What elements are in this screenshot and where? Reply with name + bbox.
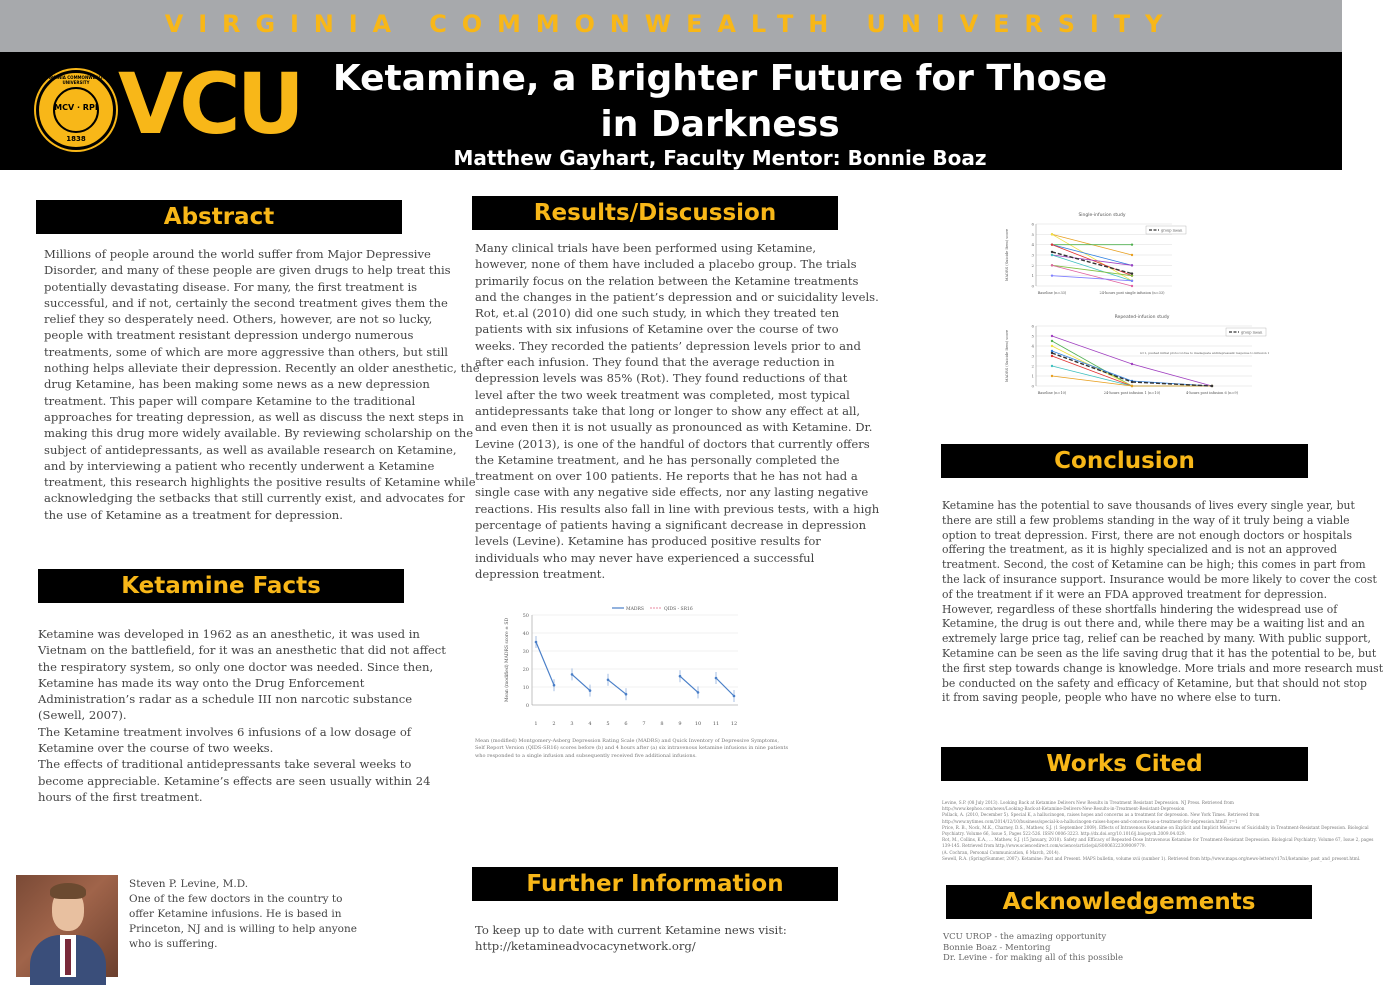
text-line: weeks. They recorded the patients’ depression levels prior to and [475,338,861,353]
series-line [1052,265,1132,275]
text-line: extremely large price tag, relief can be reached by many. With public support, [942,632,1371,646]
series-line [1052,356,1132,386]
text-line: nothing helps alleviate their depression. Recently an older anesthetic, the [44,361,480,376]
results-heading: Results/Discussion [472,196,838,230]
data-point [1051,352,1053,354]
text-line: and by interviewing a patient who recently underwent a Ketamine [44,458,435,473]
data-point [553,684,556,687]
text-line: Levine, S.P. (08 July 2013). Looking Back at Ketamine Delivers New Results in Treatment Resistant Depression. NJ Press. Retrieved from [942,800,1234,805]
facts-heading: Ketamine Facts [38,569,404,603]
text-line: who responded to a single infusion and subsequently received five additional infusions. [475,752,697,759]
data-point [733,695,736,698]
x-tick-label: 2 [552,721,556,727]
seal-text: VIRGINIA COMMONWEALTH UNIVERSITY [45,75,107,85]
x-tick-label: 6 [624,721,628,727]
text-line: and even then it is not usually as pronounced as with Ketamine. Dr. [475,420,873,435]
data-point [1051,345,1053,347]
vcu-logo: VCU [118,55,301,153]
text-line: the lack of insurance support. Insurance would be more likely to cover the cost [942,572,1377,586]
data-point [1051,243,1053,245]
data-point [1211,385,1213,387]
text-line: be conducted on the safety and efficacy of Ketamine, but that should not stop [942,676,1367,690]
text-line: patients with six infusions of Ketamine over the course of two [475,322,839,337]
legend-label: MADRS [626,607,644,612]
x-tick-label: 4-hours post infusion 6 (n=9) [1185,391,1239,395]
single-infusion-chart [1002,208,1202,298]
y-tick-label: 30 [522,648,529,655]
data-point [679,675,682,678]
text-line: Disorder, and many of these people are given drugs to help treat this [44,263,451,278]
data-point [1131,285,1133,287]
y-tick-label: 2 [1031,262,1034,268]
data-point [1051,233,1053,235]
y-tick-label: 4 [1031,343,1034,349]
series-line [1052,255,1132,265]
text-line: approaches for treating depression, as well as discuss the next steps in [44,409,464,424]
x-tick-label: 3 [570,721,574,727]
data-point [1051,264,1053,266]
text-line: single case with any negative side effects, nor any lasting negative [475,485,869,500]
data-point [1131,363,1133,365]
text-line: the use of Ketamine as a treatment for depression. [44,507,343,522]
text-line: VCU UROP - the amazing opportunity [943,932,1107,942]
data-point [589,689,592,692]
data-point [715,677,718,680]
text-line: level after the two week treatment was completed, most typical [475,387,850,402]
x-tick-label: 10 [694,721,702,727]
series-line [1052,276,1132,281]
text-line: after each infusion. They found that the average reduction in [475,355,835,370]
data-point [571,673,574,676]
y-tick-label: 2 [1031,363,1034,369]
text-line: levels (Levine). Ketamine has produced positive results for [475,534,821,549]
acknowledgements-text [943,932,1243,964]
works-heading: Works Cited [941,747,1308,781]
legend-label: group mean [1241,330,1263,335]
title-line-2: in Darkness [600,104,840,145]
text-line: option to treat depression. First, there are not enough doctors or hospitals [942,528,1352,542]
text-line: primarily focus on the relation between the Ketamine treatments [475,273,859,288]
x-tick-label: 7 [642,721,646,727]
y-tick-label: 10 [522,684,529,691]
text-line: 139-145. Retrieved from http://www.sciencedirect.com/science/article/pii/S0006322309009779. [942,843,1146,849]
y-tick-label: 6 [1031,323,1034,329]
y-tick-label: 5 [1031,231,1034,237]
y-tick-label: 1 [1031,373,1034,379]
university-banner [0,0,1342,52]
text-line: and the changes in the patient’s depression and or suicidality levels. [475,289,879,304]
text-line: offering the treatment, as it is highly specialized and is not an approved [942,543,1337,557]
poster-title [300,56,1140,148]
text-line: Pollack, A. (2010, December 5). Special K, a hallucinogen, raises hopes and concerns as a treatment for depression. New York Times. Retrieved from [942,812,1260,818]
text-line: Rot, M., Collins, K.A., ... Mathew, S.J. (15 January, 2010). Safety and Efficacy of Repeated-Dose Intravenous Ketamine for Treatment-Resistant Depression. Biological Psychiatry. Volume 67, Issue 2, pages [942,837,1374,843]
text-line: successful, and if not, certainly the second treatment gives them the [44,295,448,310]
text-line: subject of antidepressants, as well as available research on Ketamine, [44,442,457,457]
abstract-text [44,246,480,523]
text-line: individuals who may never have experienced a successful [475,550,815,565]
repeated-infusion-chart [1002,310,1270,402]
x-tick-label: 4 [588,721,592,727]
text-line: One of the few doctors in the country to [129,893,343,905]
y-tick-label: 5 [1031,333,1034,339]
text-line: acknowledging the setbacks that still currently exist, and advocates for [44,491,465,506]
text-line: treatment. Second, the cost of Ketamine can be high; this comes in part from [942,558,1366,572]
x-tick-label: 12 [730,721,738,727]
text-line: Ketamine, the drug is out there and, while there may be a waiting list and an [942,617,1365,631]
text-line: relief they so desperately need. Others, however, are not so lucky, [44,312,433,327]
chart-title: Single-infusion study [1078,213,1126,218]
y-tick-label: 4 [1031,242,1034,248]
text-line: treatments, some of which are more aggressive than others, but still [44,344,449,359]
text-line: however, none of them have included a placebo group. The trials [475,257,857,272]
data-point [1051,274,1053,276]
chart-caption [475,738,795,760]
data-point [1131,381,1133,383]
acknowledgements-heading: Acknowledgements [946,885,1312,919]
text-line: the first step towards change is knowledge. More trials and more research must [942,661,1383,675]
text-line: Vietnam on the battlefield, for it was an anesthetic that did not affect [38,643,446,658]
text-line: Mean (modified) Montgomery-Asberg Depression Rating Scale (MADRS) and Quick Inventory of Depressive Symptoms, [475,738,779,744]
y-tick-label: 0 [525,702,529,709]
text-line: Ketamine was developed in 1962 as an anesthetic, it was used in [38,627,420,641]
y-axis-label: MADRS (Suicide Item) score [1005,228,1009,282]
doctor-photo [16,875,118,977]
abstract-heading: Abstract [36,200,402,234]
text-line: making this drug more widely available. By reviewing scholarship on the [44,426,474,441]
text-line: Price, R. B., Nock, M.K., Charney, D.S., Mathew, S.J. (1 September 2009). Effects of Intravenous Ketamine on Explicit and Implicit Measures of Suicidality in Treatment-Resistant Depression. Biological [942,824,1369,830]
text-line: depression treatment. [475,566,606,581]
x-tick-label: 1 [534,721,538,727]
text-line: Ketamine has the potential to save thousands of lives every single year, but [942,499,1355,512]
y-tick-label: 1 [1031,273,1034,279]
further-text [475,922,845,955]
x-tick-label: Baseline (n=33) [1037,291,1067,295]
university-seal-icon [36,70,116,150]
text-line: (A. Cochran, Personal Communication, 6 March, 2014). [942,849,1060,855]
text-line: treatment. This paper will compare Ketamine to the traditional [44,393,416,408]
text-line: people with treatment resistant depression undergo numerous [44,328,414,343]
x-tick-label: 11 [712,721,720,727]
text-line: Princeton, NJ and is willing to help anyone [129,923,357,935]
data-point [1051,254,1053,256]
text-line: antidepressants take that long or longer to show any effect at all, [475,403,861,418]
data-point [1131,280,1133,282]
university-name: VIRGINIA COMMONWEALTH UNIVERSITY [164,10,1178,38]
y-tick-label: 6 [1031,221,1034,227]
text-line: potentially devastating disease. For many, the first treatment is [44,279,418,294]
data-point [1131,254,1133,256]
text-line: percentage of patients having a significant decrease in depression [475,518,867,533]
series-line [572,674,590,690]
x-tick-label: 8 [660,721,664,727]
data-point [1051,355,1053,357]
data-point [1051,251,1053,253]
seal-mid-text: MCV · RPI [54,103,98,112]
text-line: the respiratory system, so only one doctor was needed. Since then, [38,659,434,674]
legend-label: QIDS - SR16 [664,607,693,612]
text-line: Administration’s radar as a schedule III non narcotic substance [38,692,413,707]
text-line: depression levels was 85% (Rot). They found reductions of that [475,371,848,386]
data-point [697,691,700,694]
text-line: treatment on over 100 patients. He reports that he has not had a [475,469,858,484]
data-point [1131,264,1133,266]
y-tick-label: 40 [522,630,529,637]
text-line: (Sewell, 2007). [38,708,127,723]
text-line: hours of the first treatment. [38,789,203,804]
x-tick-label: 9 [678,721,682,727]
text-line: Ketamine over the course of two weeks. [38,741,274,756]
text-line: it from saving people, people who have no where else to turn. [942,691,1281,705]
text-line: The Ketamine treatment involves 6 infusions of a low dosage of [38,724,412,739]
text-line: Sewell, R.A. (Spring/Summer, 2007). Ketamine: Past and Present. MAPS bulletin, volume xvii (number 1). Retrieved from http://www.maps.org/news-letters/v17n1/ketamine_past_and_present.html. [942,855,1361,861]
text-line: Levine (2013), is one of the handful of doctors that currently offers [475,436,870,451]
text-line: To keep up to date with current Ketamine news visit: [475,923,787,937]
madrs-trajectory-chart [500,605,750,735]
facts-text [38,626,446,805]
data-point [1051,375,1053,377]
data-point [1051,365,1053,367]
text-line: reactions. His results also fall in line with previous tests, with a high [475,501,880,516]
text-line: http://www.kephoo.com/news/Looking-Back-at-Ketamine-Delivers-New-Results-in-Treatment-Resistant-Depression [942,806,1185,812]
y-tick-label: 20 [522,666,529,673]
series-line [680,676,698,692]
text-line: there are still a few problems standing in the way of it truly being a viable [942,513,1350,527]
chart-annotation: n=1, pushed initial protocol due to inadequate antidepressant response to infusion 1 [1140,351,1270,355]
text-line: Steven P. Levine, M.D. [129,878,249,890]
y-tick-label: 50 [522,612,529,619]
text-line: Rot, et.al (2010) did one such study, in which they treated ten [475,306,840,321]
series-line [1052,341,1132,386]
text-line: Bonnie Boaz - Mentoring [943,942,1051,953]
data-point [625,693,628,696]
results-text [475,240,880,582]
data-point [1131,243,1133,245]
data-point [1051,335,1053,337]
y-tick-label: 3 [1031,353,1034,359]
x-tick-label: 24-hours post infusion 1 (n=10) [1103,391,1161,395]
conclusion-heading: Conclusion [941,444,1308,478]
y-tick-label: 3 [1031,252,1034,258]
data-point [1131,274,1133,276]
series-line [1052,336,1132,364]
data-point [1051,340,1053,342]
series-line [536,642,554,685]
text-line: Ketamine can be seen as the life saving drug that it has the potential to be, but [942,646,1377,660]
text-line: treatment, this research highlights the positive results of Ketamine while [44,475,476,490]
data-point [607,679,610,682]
text-line: offer Ketamine infusions. He is based in [129,908,342,920]
text-line: who is suffering. [129,938,218,950]
chart-title: Repeated-infusion study [1114,315,1170,320]
text-line: Millions of people around the world suffer from Major Depressive [44,247,431,261]
text-line: Self Report Version (QIDS-SR16) scores before (b) and 4 hours after (a) six intravenous ketamine infusions in nine patients [475,745,789,752]
profile-caption [129,877,359,952]
text-line: become appreciable. Ketamine’s effects are seen usually within 24 [38,773,431,788]
series-line [1052,255,1132,281]
text-line: http://ketamineadvocacynetwork.org/ [475,939,696,954]
y-tick-label: 0 [1031,383,1034,389]
x-tick-label: 24-hours post single infusion (n=33) [1099,291,1165,295]
x-tick-label: Baseline (n=10) [1037,391,1067,395]
data-point [535,641,538,644]
text-line: Ketamine has made its way onto the Drug Enforcement [38,675,365,690]
x-tick-label: 5 [606,721,610,727]
text-line: drug Ketamine, has been making some news as a new depression [44,377,430,392]
text-line: The effects of traditional antidepressants take several weeks to [38,757,412,772]
text-line: Psychiatry. Volume 66, Issue 5, Pages 522-526. ISSN 0006-3223. http://dx.doi.org/10.1016/j.biopsych.2009.04.029. [942,831,1186,837]
legend-label: group mean [1161,228,1183,233]
further-heading: Further Information [472,867,838,901]
text-line: of the treatment if it were an FDA approved treatment for depression. [942,587,1328,601]
text-line: Many clinical trials have been performed using Ketamine, [475,241,817,255]
y-tick-label: 0 [1031,283,1034,289]
text-line: http://www.nytimes.com/2014/12/10/business/special-k-a-hallucinogen-raises-hopes-and-concerns-as-a-treatment-for-depression.html?_r=1 [942,818,1238,824]
data-point [1131,385,1133,387]
text-line: Dr. Levine - for making all of this possible [943,953,1124,963]
text-line: However, regardless of these shortfalls hindering the widespread use of [942,602,1338,616]
y-axis-label: MADRS (Suicide Item) score [1005,329,1009,383]
y-axis-label: Mean (modified) MADRS score ± SD [505,617,510,703]
conclusion-text [942,499,1383,706]
seal-year-text: 1838 [66,135,86,143]
poster-authors: Matthew Gayhart, Faculty Mentor: Bonnie Boaz [453,146,987,170]
data-point [1131,272,1133,274]
works-text [942,800,1374,862]
text-line: the Ketamine treatment, and he has personally completed the [475,452,840,467]
title-line-1: Ketamine, a Brighter Future for Those [332,58,1108,99]
